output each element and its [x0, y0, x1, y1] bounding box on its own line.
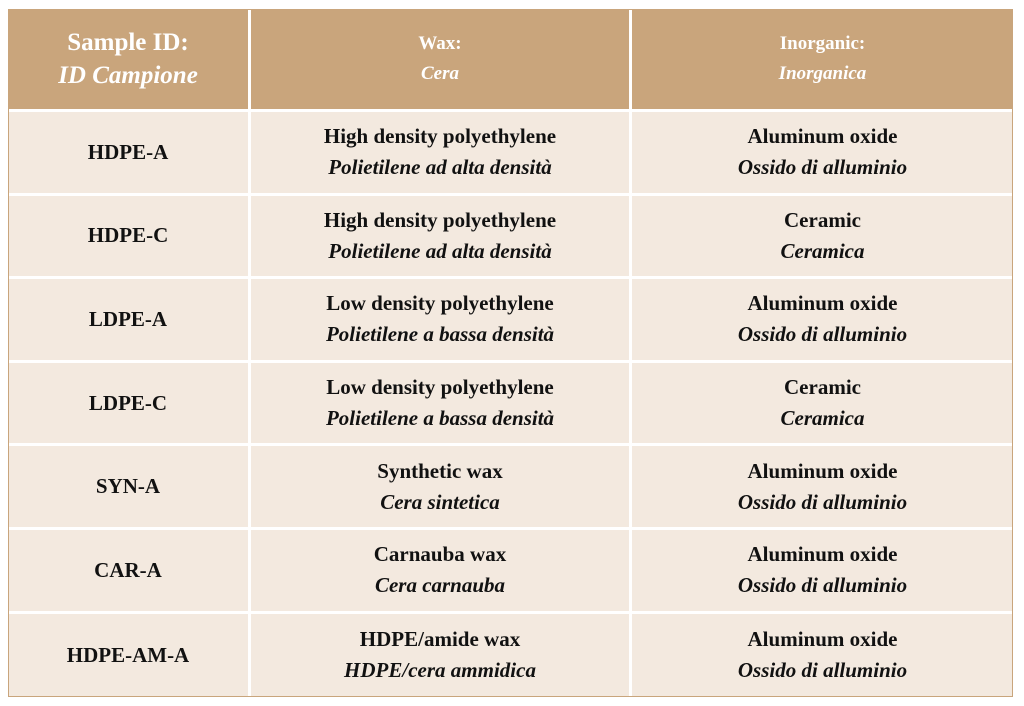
table-row	[8, 614, 1013, 698]
table-row	[8, 530, 1013, 614]
sample-id-cell: LDPE-A	[8, 279, 251, 363]
sample-id-cell: SYN-A	[8, 446, 251, 530]
inorganic-it: Ossido di alluminio	[737, 322, 908, 347]
sample-id-cell: CAR-A	[8, 530, 251, 614]
inorganic-it: Ossido di alluminio	[737, 155, 908, 180]
inorganic-it: Ceramica	[780, 238, 865, 263]
sample-table-container	[8, 9, 1013, 697]
wax-it: Polietilene ad alta densità	[328, 155, 552, 180]
wax-en: Synthetic wax	[377, 458, 503, 483]
wax-it: HDPE/cera ammidica	[344, 658, 536, 683]
wax-cell	[251, 614, 632, 698]
wax-it: Polietilene a bassa densità	[325, 322, 555, 347]
wax-cell	[251, 279, 632, 363]
inorganic-en: Aluminum oxide	[747, 458, 898, 483]
wax-it: Polietilene ad alta densità	[328, 238, 552, 263]
wax-cell	[251, 446, 632, 530]
wax-cell	[251, 196, 632, 280]
wax-en: Low density polyethylene	[326, 291, 554, 316]
inorganic-it: Ossido di alluminio	[737, 489, 908, 514]
table-row	[8, 196, 1013, 280]
inorganic-en: Aluminum oxide	[747, 124, 898, 149]
inorganic-en: Ceramic	[784, 375, 861, 400]
inorganic-en: Aluminum oxide	[747, 291, 898, 316]
inorganic-cell	[632, 363, 1013, 447]
inorganic-it: Ossido di alluminio	[737, 658, 908, 683]
sample-id-cell: HDPE-AM-A	[8, 614, 251, 698]
wax-en: Low density polyethylene	[326, 375, 554, 400]
wax-cell	[251, 363, 632, 447]
header-inorganic	[632, 9, 1013, 112]
wax-cell	[251, 112, 632, 196]
table-row	[8, 279, 1013, 363]
inorganic-cell	[632, 112, 1013, 196]
inorganic-cell	[632, 614, 1013, 698]
sample-id-cell: HDPE-C	[8, 196, 251, 280]
sample-id-cell: LDPE-C	[8, 363, 251, 447]
header-sample-id-it: ID Campione	[58, 62, 198, 89]
wax-it: Cera sintetica	[380, 489, 500, 514]
inorganic-cell	[632, 530, 1013, 614]
wax-cell	[251, 530, 632, 614]
wax-it: Polietilene a bassa densità	[325, 406, 555, 431]
table-row	[8, 112, 1013, 196]
header-wax-it: Cera	[421, 63, 459, 84]
wax-en: High density polyethylene	[323, 207, 557, 232]
inorganic-en: Aluminum oxide	[747, 627, 898, 652]
inorganic-it: Ossido di alluminio	[737, 573, 908, 598]
inorganic-en: Aluminum oxide	[747, 542, 898, 567]
sample-table	[8, 9, 1013, 697]
inorganic-cell	[632, 196, 1013, 280]
table-row	[8, 446, 1013, 530]
table-row	[8, 363, 1013, 447]
header-sample-id	[8, 9, 251, 112]
inorganic-cell	[632, 279, 1013, 363]
wax-en: High density polyethylene	[323, 124, 557, 149]
header-sample-id-en: Sample ID:	[67, 29, 189, 56]
sample-id-cell: HDPE-A	[8, 112, 251, 196]
wax-it: Cera carnauba	[374, 573, 506, 598]
header-wax	[251, 9, 632, 112]
header-inorganic-en: Inorganic:	[779, 33, 866, 54]
header-wax-en: Wax:	[418, 33, 462, 54]
inorganic-cell	[632, 446, 1013, 530]
wax-en: Carnauba wax	[373, 542, 507, 567]
wax-en: HDPE/amide wax	[359, 627, 521, 652]
inorganic-en: Ceramic	[784, 207, 861, 232]
table-header-row	[8, 9, 1013, 112]
inorganic-it: Ceramica	[780, 406, 865, 431]
header-inorganic-it: Inorganica	[778, 63, 867, 84]
